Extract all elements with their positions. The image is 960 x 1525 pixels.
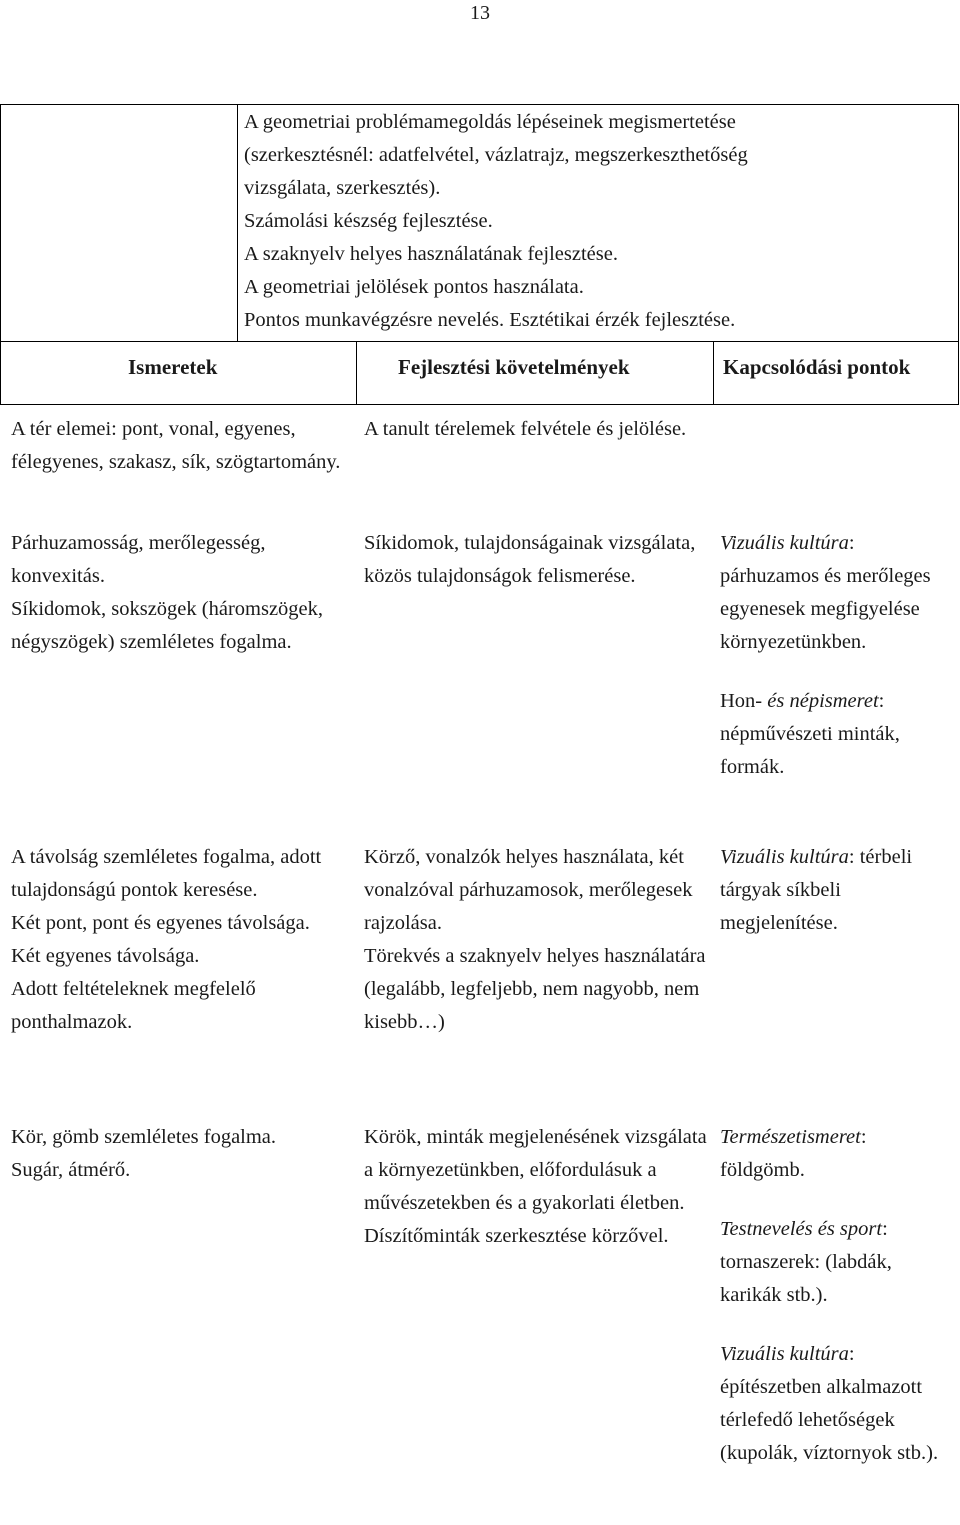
row3-requirements [364, 841, 709, 1039]
connection-text: népművészeti minták, formák. [720, 723, 900, 778]
development-goals [244, 106, 944, 337]
table-top-border [0, 104, 959, 105]
table-left-border [0, 104, 1, 404]
goal-line: (szerkesztésnél: adatfelvétel, vázlatrajz, megszerkeszthetőség [244, 144, 748, 166]
goals-bottom-divider [0, 341, 959, 342]
subject-visual-culture: Vizuális kultúra [720, 846, 849, 868]
row4-requirements [364, 1121, 709, 1253]
row2-connection-visual: Vizuális kultúra: párhuzamos és merőleges egyenesek megfigyelése környezetünkben. [720, 532, 931, 653]
row3-requirements-b: Törekvés a szaknyelv helyes használatára (legalább, legfeljebb, nem nagyobb, nem kisebb…) [364, 945, 706, 1033]
table-right-border [958, 104, 959, 404]
header-connections: Kapcsolódási pontok [723, 355, 911, 379]
page-number: 13 [470, 2, 490, 24]
row4-knowledge-b: Sugár, átmérő. [11, 1159, 131, 1181]
row1-knowledge [11, 413, 356, 479]
row1-requirements [364, 413, 709, 446]
row3-requirements-a: Körző, vonalzók helyes használata, két vonalzóval párhuzamosok, merőlegesek rajzolása. [364, 846, 693, 934]
goals-left-divider [237, 104, 238, 342]
row4-connection-pe: Testnevelés és sport: tornaszerek: (labdák, karikák stb.). [720, 1218, 892, 1306]
row2-requirements-text: Síkidomok, tulajdonságainak vizsgálata, közös tulajdonságok felismerése. [364, 532, 696, 587]
subject-visual-culture: Vizuális kultúra [720, 1343, 849, 1365]
row2-connections [720, 527, 955, 784]
connection-text: tornaszerek: (labdák, karikák stb.). [720, 1251, 892, 1306]
row3-knowledge-c: Két egyenes távolsága. [11, 945, 200, 967]
subject-visual-culture: Vizuális kultúra [720, 532, 849, 554]
connection-text: térbeli tárgyak síkbeli megjelenítése. [720, 846, 913, 934]
row1-requirements-text: A tanult térelemek felvétele és jelölése. [364, 418, 687, 440]
header-bottom-divider [0, 404, 959, 405]
row4-knowledge [11, 1121, 356, 1187]
goal-line: Pontos munkavégzésre nevelés. Esztétikai érzék fejlesztése. [244, 309, 736, 331]
row2-knowledge-a: Párhuzamosság, merőlegesség, konvexitás. [11, 532, 266, 587]
row4-connection-nature: Természetismeret: földgömb. [720, 1126, 867, 1181]
connection-text: földgömb. [720, 1159, 805, 1181]
row3-knowledge-d: Adott feltételeknek megfelelő ponthalmazok. [11, 978, 256, 1033]
row3-connection-visual: Vizuális kultúra: térbeli tárgyak síkbeli megjelenítése. [720, 846, 913, 934]
row2-connection-folk: Hon- és népismeret: népművészeti minták, formák. [720, 690, 900, 778]
row2-knowledge [11, 527, 356, 659]
header-requirements: Fejlesztési követelmények [398, 355, 630, 379]
goal-line: A szaknyelv helyes használatának fejlesztése. [244, 243, 618, 265]
header-knowledge: Ismeretek [128, 355, 218, 379]
subject-folk-prefix: Hon- [720, 690, 768, 712]
row3-connections [720, 841, 955, 940]
row4-connection-visual: Vizuális kultúra: építészetben alkalmazott térlefedő lehetőségek (kupolák, víztornyok stb.). [720, 1343, 939, 1464]
row3-knowledge-b: Két pont, pont és egyenes távolsága. [11, 912, 310, 934]
row2-requirements [364, 527, 709, 593]
row4-requirements-b: Díszítőminták szerkesztése körzővel. [364, 1225, 669, 1247]
row2-knowledge-b: Síkidomok, sokszögek (háromszögek, négyszögek) szemléletes fogalma. [11, 598, 324, 653]
goal-line: vizsgálata, szerkesztés). [244, 177, 441, 199]
header-col-divider-1 [356, 342, 357, 404]
subject-nature: Természetismeret [720, 1126, 861, 1148]
row4-knowledge-a: Kör, gömb szemléletes fogalma. [11, 1126, 277, 1148]
connection-text: párhuzamos és merőleges egyenesek megfigyelése környezetünkben. [720, 565, 931, 653]
connection-text: építészetben alkalmazott térlefedő lehetőségek (kupolák, víztornyok stb.). [720, 1376, 939, 1464]
goal-line: A geometriai jelölések pontos használata. [244, 276, 584, 298]
subject-folk-italic: és népismeret [767, 690, 879, 712]
row4-connections [720, 1121, 955, 1470]
subject-pe: Testnevelés és sport [720, 1218, 883, 1240]
goal-line: Számolási készség fejlesztése. [244, 210, 493, 232]
row1-knowledge-text: A tér elemei: pont, vonal, egyenes, félegyenes, szakasz, sík, szögtartomány. [11, 418, 341, 473]
header-col-divider-2 [713, 342, 714, 404]
row3-knowledge-a: A távolság szemléletes fogalma, adott tulajdonságú pontok keresése. [11, 846, 322, 901]
goal-line: A geometriai problémamegoldás lépéseinek megismertetése [244, 111, 736, 133]
row4-requirements-a: Körök, minták megjelenésének vizsgálata a környezetünkben, előfordulásuk a művészetekben és a gyakorlati életben. [364, 1126, 707, 1214]
row3-knowledge [11, 841, 356, 1039]
